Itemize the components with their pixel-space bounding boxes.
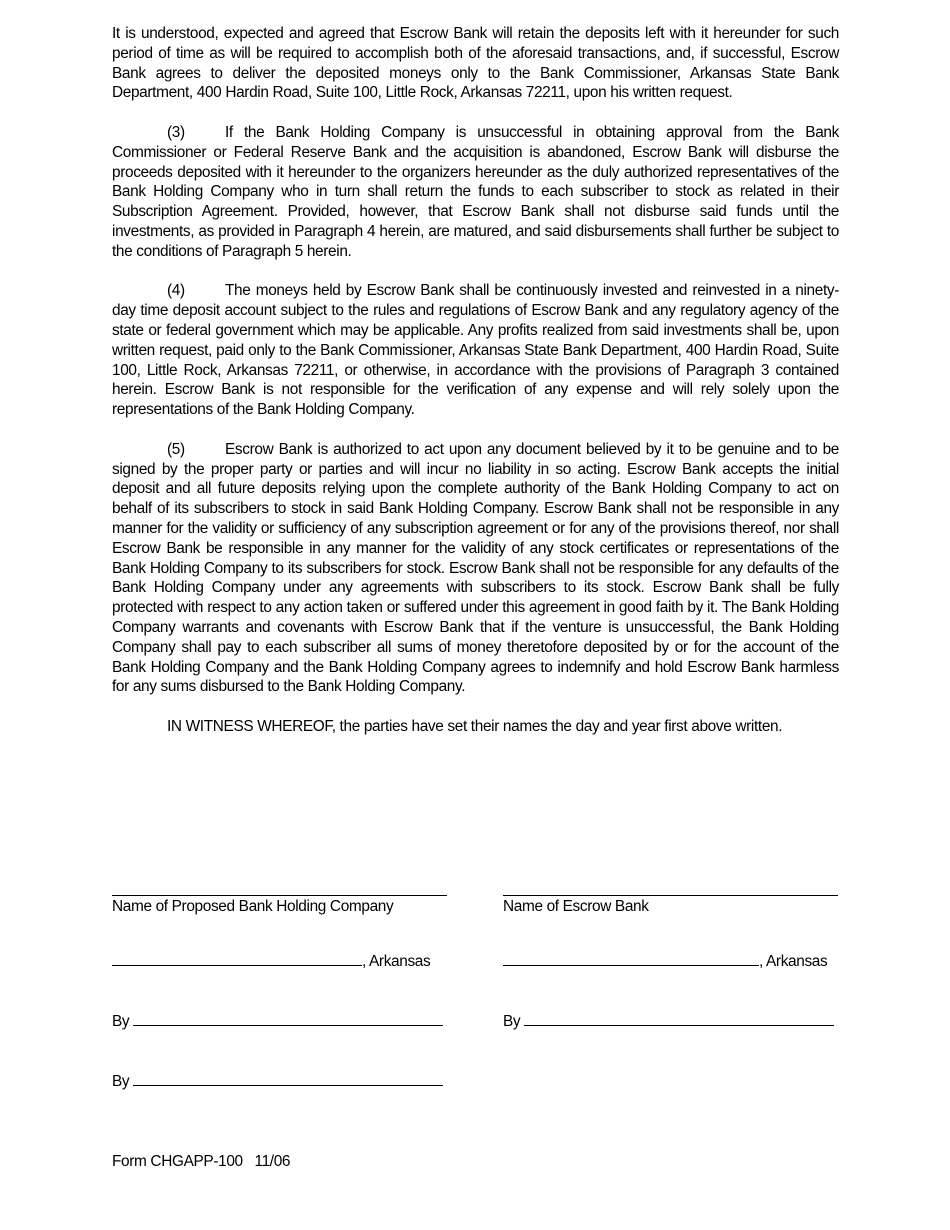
by-label: By [503,1013,521,1030]
paragraph-5 [112,440,839,697]
escrow-bank-signature-line[interactable] [524,1011,834,1026]
paragraph-text: It is understood, expected and agreed that Escrow Bank will retain the deposits left with it hereunder for such period of time as will be required to accomplish both of the aforesaid transactions, and, if successful, Escrow Bank agrees to deliver the deposited moneys only to the Bank Commissioner, Arkansas State Bank Department, 400 Hardin Road, Suite 100, Little Rock, Arkansas 72211, upon his written request. [112,25,839,102]
holding-company-by-row-1 [112,1011,447,1031]
escrow-bank-by-row [503,1011,838,1031]
escrow-bank-name-caption: Name of Escrow Bank [503,898,649,915]
paragraph-text: Escrow Bank is authorized to act upon any document believed by it to be genuine and to be signed by the proper party or parties and will incur no liability in so acting. Escrow Bank accepts the initial deposit and all future deposits relying upon the complete authority of the Bank Holding Company to act on behalf of its subscribers to stock in said Bank Holding Company. Escrow Bank shall not be responsible in any manner for the validity or sufficiency of any subscription agreement or for any of the provisions thereof, nor shall Escrow Bank be responsible in any manner for the validity of any stock certificates or representations of the Bank Holding Company to its subscribers for stock. Escrow Bank shall not be responsible for any defaults of the Bank Holding Company under any agreements with subscribers to its stock. Escrow Bank shall be fully protected with respect to any action taken or suffered under this agreement in good faith by it. The Bank Holding Company warrants and covenants with Escrow Bank that if the venture is unsuccessful, the Bank Holding Company shall pay to each subscriber all sums of money theretofore deposited by or for the account of the Bank Holding Company and the Bank Holding Company agrees to indemnify and hold Escrow Bank harmless for any sums disbursed to the Bank Holding Company. [112,440,839,696]
paragraph-text: The moneys held by Escrow Bank shall be continuously invested and reinvested in a ninety-day time deposit account subject to the rules and regulations of Escrow Bank and any regulatory agency of the state or federal government which may be applicable. Any profits realized from said investments shall be, upon written request, paid only to the Bank Commissioner, Arkansas State Bank Department, 400 Hardin Road, Suite 100, Little Rock, Arkansas 72211, or otherwise, in accordance with the provisions of Paragraph 3 contained herein. Escrow Bank is not responsible for the verification of any expense and will rely solely upon the representations of the Bank Holding Company. [112,282,839,419]
paragraph-number: (4) [167,282,185,300]
document-body [112,24,839,756]
escrow-bank-name-line[interactable] [503,895,838,896]
holding-company-name-caption: Name of Proposed Bank Holding Company [112,898,394,915]
paragraph-escrow-retention [112,24,839,103]
by-label: By [112,1073,130,1090]
holding-company-signature-line-2[interactable] [133,1071,443,1086]
state-label: , Arkansas [759,953,828,970]
holding-company-by-row-2 [112,1071,447,1091]
escrow-bank-city-line[interactable] [503,951,759,966]
paragraph-3 [112,123,839,262]
paragraph-text: If the Bank Holding Company is unsuccessful in obtaining approval from the Bank Commissioner or Federal Reserve Bank and the acquisition is abandoned, Escrow Bank will disburse the proceeds deposited with it hereunder to the organizers hereunder as the duly authorized representatives of the Bank Holding Company who in turn shall return the funds to each subscriber to stock as related in their Subscription Agreement. Provided, however, that Escrow Bank shall not disburse said funds until the investments, as provided in Paragraph 4 herein, are matured, and said disbursements shall further be subject to the conditions of Paragraph 5 herein. [112,123,839,260]
holding-company-name-line[interactable] [112,895,447,896]
state-label: , Arkansas [362,953,431,970]
witness-clause: IN WITNESS WHEREOF, the parties have set their names the day and year first above written. [167,717,783,735]
holding-company-city-line[interactable] [112,951,362,966]
paragraph-4 [112,281,839,420]
by-label: By [112,1013,130,1030]
paragraph-number: (5) [167,440,185,458]
holding-company-city-row [112,951,447,971]
holding-company-signature-line-1[interactable] [133,1011,443,1026]
paragraph-number: (3) [167,123,185,141]
holding-company-signature-column [112,895,447,1090]
escrow-bank-signature-column [503,895,838,1030]
escrow-bank-city-row [503,951,838,971]
form-identifier: Form CHGAPP-100 11/06 [112,1153,291,1170]
